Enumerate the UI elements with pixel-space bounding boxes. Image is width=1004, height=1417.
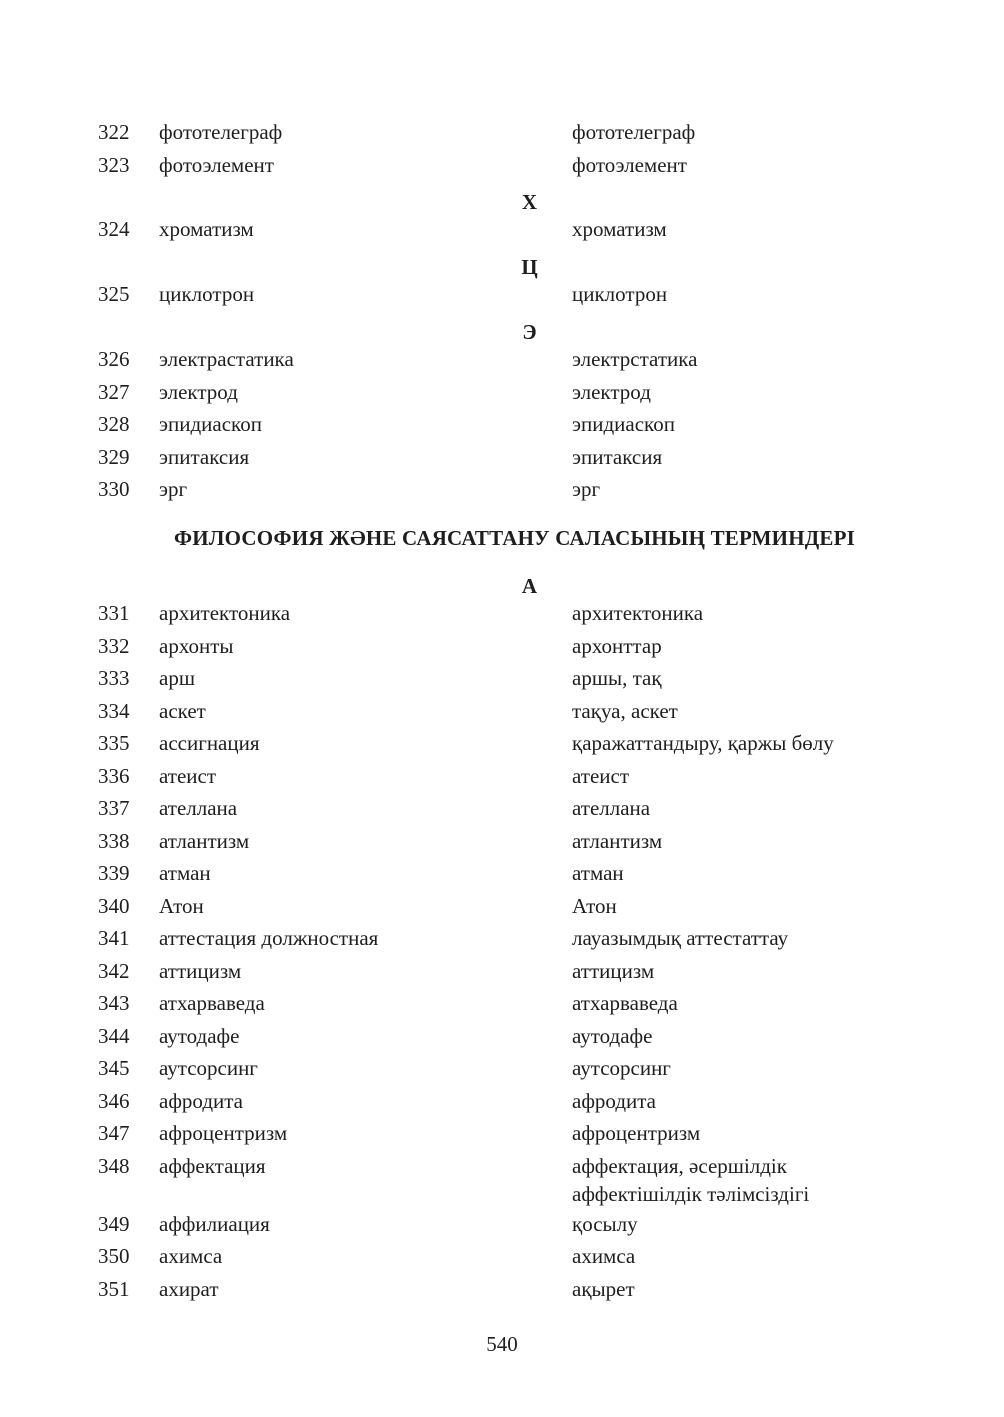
term-kazakh [572,343,697,376]
term-row [0,1085,1004,1118]
term-kazakh [572,695,678,728]
term-list-kh [0,213,1004,246]
term-kazakh-line: атман [572,861,624,885]
term-kazakh [572,1020,652,1053]
term-kazakh-line: аффектішілдік тәлімсіздігі [572,1181,810,1206]
term-kazakh-line: архонттар [572,633,662,658]
term-row [0,597,1004,630]
term-russian: аттестация должностная [159,926,379,950]
term-kazakh [572,213,667,246]
term-russian: архонты [159,633,234,658]
term-row [0,1117,1004,1150]
term-kazakh-line: аутодафе [572,1023,653,1048]
term-kazakh [572,987,678,1020]
term-kazakh [572,792,650,825]
term-russian: ахират [159,1276,219,1301]
term-kazakh-line: электрод [572,379,651,404]
term-kazakh [572,1152,809,1208]
term-number: 324 [98,217,130,241]
term-kazakh [572,922,788,955]
term-number: 326 [98,347,130,371]
term-russian: хроматизм [159,217,254,241]
term-kazakh [572,857,624,890]
term-kazakh-line: архитектоника [572,601,704,625]
term-row [0,825,1004,858]
term-russian: эпидиаскоп [159,412,262,436]
term-number: 350 [98,1244,130,1268]
term-kazakh-line: аутсорсинг [572,1056,671,1080]
term-number: 328 [98,412,130,436]
term-number: 336 [98,763,130,788]
term-kazakh [572,278,667,311]
term-russian: ателлана [159,796,238,820]
term-number: 338 [98,828,130,853]
term-kazakh-line: ахимса [572,1244,636,1268]
term-row [0,116,1004,149]
term-list-e [0,343,1004,506]
term-number: 344 [98,1023,130,1048]
term-kazakh-line: фототелеграф [572,120,696,144]
term-row [0,630,1004,663]
term-kazakh-line: атеист [572,763,630,788]
term-kazakh-line: аттицизм [572,958,655,983]
term-russian: ассигнация [159,731,260,755]
term-kazakh [572,630,662,663]
term-number: 347 [98,1121,130,1145]
term-kazakh-line: эпидиаскоп [572,412,675,436]
term-russian: афродита [159,1088,243,1113]
term-number: 323 [98,152,130,177]
term-number: 330 [98,477,130,501]
term-russian: атхарваведа [159,991,265,1015]
term-kazakh-line: аффектация, әсершілдік [572,1153,787,1178]
section-title: ФИЛОСОФИЯ ЖӘНЕ САЯСАТТАНУ САЛАСЫНЫҢ ТЕРМИНДЕРІ [173,526,855,550]
term-russian: аффилиация [159,1211,270,1236]
term-russian: аутодафе [159,1023,240,1048]
term-russian: атеист [159,763,217,788]
term-row [0,408,1004,441]
term-row [0,376,1004,409]
term-number: 334 [98,698,130,723]
term-russian: арш [159,666,195,690]
term-kazakh [572,408,675,441]
term-row [0,473,1004,506]
term-russian: аттицизм [159,958,242,983]
term-russian: фототелеграф [159,120,283,144]
term-kazakh [572,1273,635,1306]
letter-heading: Ц [521,255,538,279]
term-kazakh-line: афроцентризм [572,1121,701,1145]
term-row [0,857,1004,890]
term-row [0,1150,1004,1208]
term-russian: аутсорсинг [159,1056,258,1080]
term-russian: афроцентризм [159,1121,288,1145]
term-number: 340 [98,893,130,918]
term-russian: циклотрон [159,282,255,306]
term-russian: аскет [159,698,206,723]
term-row [0,1208,1004,1241]
term-kazakh [572,1208,638,1241]
term-kazakh [572,149,687,182]
term-row [0,662,1004,695]
term-kazakh [572,1240,635,1273]
term-kazakh [572,376,651,409]
term-kazakh-line: эрг [572,477,601,501]
term-russian: электрод [159,379,238,404]
term-kazakh [572,1117,700,1150]
term-number: 349 [98,1211,130,1236]
term-number: 351 [98,1276,130,1301]
term-number: 341 [98,926,130,950]
term-russian: эрг [159,477,188,501]
term-russian: ахимса [159,1244,223,1268]
term-number: 339 [98,861,130,885]
term-row [0,727,1004,760]
term-kazakh [572,1052,671,1085]
term-kazakh [572,760,629,793]
term-kazakh [572,473,600,506]
term-russian: эпитаксия [159,444,250,469]
term-number: 337 [98,796,130,820]
term-number: 332 [98,633,130,658]
term-row [0,213,1004,246]
term-row [0,343,1004,376]
page-number: 540 [486,1332,518,1356]
term-row [0,792,1004,825]
term-russian: архитектоника [159,601,291,625]
term-kazakh-line: аршы, тақ [572,666,662,690]
term-list-ts [0,278,1004,311]
term-number: 348 [98,1153,130,1178]
term-row [0,955,1004,988]
term-number: 342 [98,958,130,983]
term-russian: фотоэлемент [159,152,274,177]
term-russian: Атон [159,893,204,918]
term-row [0,1240,1004,1273]
term-row [0,441,1004,474]
letter-heading: Э [522,320,537,344]
term-row [0,922,1004,955]
term-number: 322 [98,120,130,144]
term-kazakh-line: электрстатика [572,347,698,371]
term-row [0,1052,1004,1085]
term-russian: аффектация [159,1153,266,1178]
term-kazakh [572,825,662,858]
term-kazakh [572,1085,656,1118]
term-number: 346 [98,1088,130,1113]
term-number: 329 [98,444,130,469]
term-row [0,149,1004,182]
term-row [0,760,1004,793]
term-kazakh-line: эпитаксия [572,444,663,469]
term-kazakh-line: қаражаттандыру, қаржы бөлу [572,731,834,755]
term-number: 343 [98,991,130,1015]
term-row [0,278,1004,311]
term-row [0,987,1004,1020]
term-kazakh-line: циклотрон [572,282,668,306]
term-kazakh [572,955,654,988]
term-kazakh [572,890,617,923]
term-kazakh-line: фотоэлемент [572,152,687,177]
term-kazakh-line: тақуа, аскет [572,698,678,723]
term-kazakh-line: қосылу [572,1211,638,1236]
term-list-a [0,597,1004,1305]
term-kazakh-line: ателлана [572,796,651,820]
term-row [0,1273,1004,1306]
term-row [0,890,1004,923]
letter-heading: А [521,574,538,598]
term-kazakh-line: афродита [572,1088,656,1113]
term-kazakh-line: атхарваведа [572,991,678,1015]
term-number: 333 [98,666,130,690]
term-number: 335 [98,731,130,755]
term-kazakh [572,597,703,630]
letter-heading: Х [521,190,538,214]
term-number: 325 [98,282,130,306]
term-kazakh [572,662,662,695]
term-russian: электрастатика [159,347,294,371]
term-russian: атман [159,861,211,885]
term-kazakh [572,727,834,760]
term-kazakh-line: Атон [572,893,617,918]
term-kazakh [572,441,662,474]
term-russian: атлантизм [159,828,250,853]
term-kazakh-line: ақырет [572,1276,635,1301]
term-kazakh [572,116,695,149]
term-row [0,1020,1004,1053]
term-kazakh-line: лауазымдық аттестаттау [572,926,789,950]
term-number: 345 [98,1056,130,1080]
term-number: 327 [98,379,130,404]
term-kazakh-line: атлантизм [572,828,663,853]
term-number: 331 [98,601,130,625]
term-list-f [0,116,1004,181]
term-kazakh-line: хроматизм [572,217,667,241]
term-row [0,695,1004,728]
